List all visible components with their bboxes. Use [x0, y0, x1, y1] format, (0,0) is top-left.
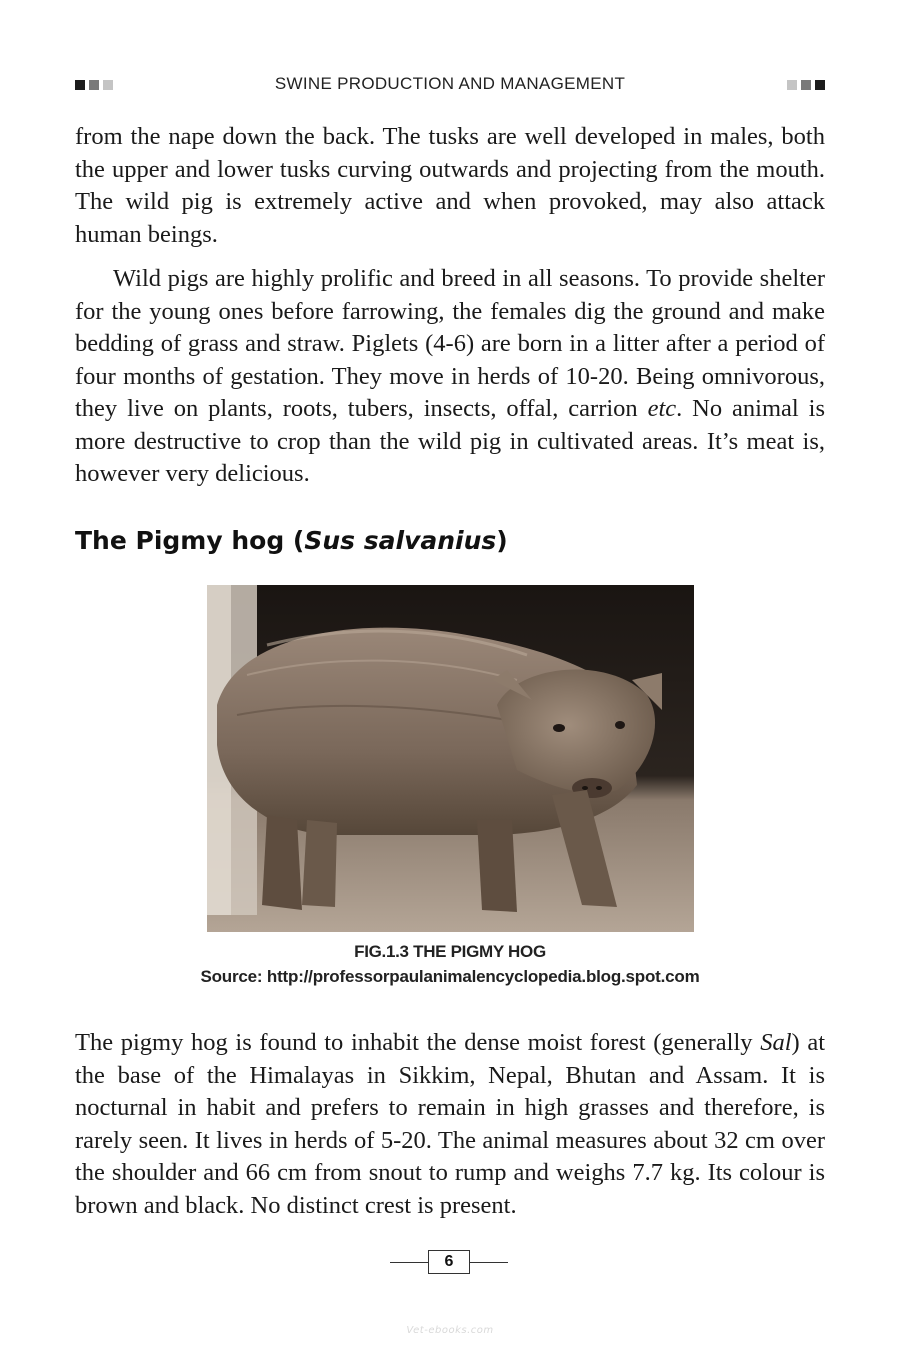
watermark: Vet-ebooks.com: [406, 1325, 494, 1336]
header-square-light-right: [787, 80, 797, 90]
page-number-rule-left: [390, 1262, 428, 1263]
page-number: 6: [428, 1250, 470, 1274]
paragraph-text: Wild pigs are highly prolific and breed in all seasons. To provide shelter for the young ones before farrowing, the females dig the ground and make bedding of grass and straw. Piglets (4-6) are born in a litter after a period of four months of gestation. They move in herds of 10-20. Being omnivorous, they live on plants, roots, tubers, insects, offal, carrion: [75, 265, 825, 422]
header-square-dark-right: [815, 80, 825, 90]
running-header: [75, 72, 825, 96]
italic-term: etc: [647, 395, 677, 422]
paragraph-wild-pig-breeding: [75, 263, 825, 491]
pigmy-hog-photo: [207, 585, 694, 932]
section-heading: [75, 526, 508, 555]
paragraph-text: The pigmy hog is found to inhabit the dense moist forest (generally: [75, 1029, 761, 1056]
header-title: SWINE PRODUCTION AND MANAGEMENT: [274, 74, 626, 93]
page-number-block: [390, 1250, 510, 1276]
paragraph-text: . No animal is more destructive to crop than the wild pig in cultivated areas. It’s meat is, however very delicious.: [75, 395, 825, 487]
page-number-rule-right: [470, 1262, 508, 1263]
paragraph-text: ) at the base of the Himalayas in Sikkim, Nepal, Bhutan and Assam. It is nocturnal in habit and prefers to remain in high grasses and therefore, is rarely seen. It lives in herds of 5-20. The animal measures about 32 cm over the shoulder and 66 cm from snout to rump and weighs 7.7 kg. Its colour is brown and black. No distinct crest is present.: [75, 1029, 825, 1219]
heading-prefix: The Pigmy hog (: [75, 526, 305, 555]
paragraph-wild-pig-description: from the nape down the back. The tusks are well developed in males, both the upper and lower tusks curving outwards and projecting from the mouth. The wild pig is extremely active and when provoked, may also attack human beings.: [75, 123, 825, 248]
figure-source: Source: http://professorpaulanimalencyclopedia.blog.spot.com: [200, 967, 700, 986]
header-square-mid-right: [801, 80, 811, 90]
heading-scientific-name: Sus salvanius: [304, 526, 497, 555]
paragraph-pigmy-hog-description: [75, 1027, 825, 1222]
pigmy-hog-illustration: [207, 585, 694, 932]
heading-suffix: ): [496, 526, 508, 555]
italic-term: Sal: [760, 1029, 792, 1056]
figure-caption: FIG.1.3 THE PIGMY HOG: [354, 942, 546, 961]
